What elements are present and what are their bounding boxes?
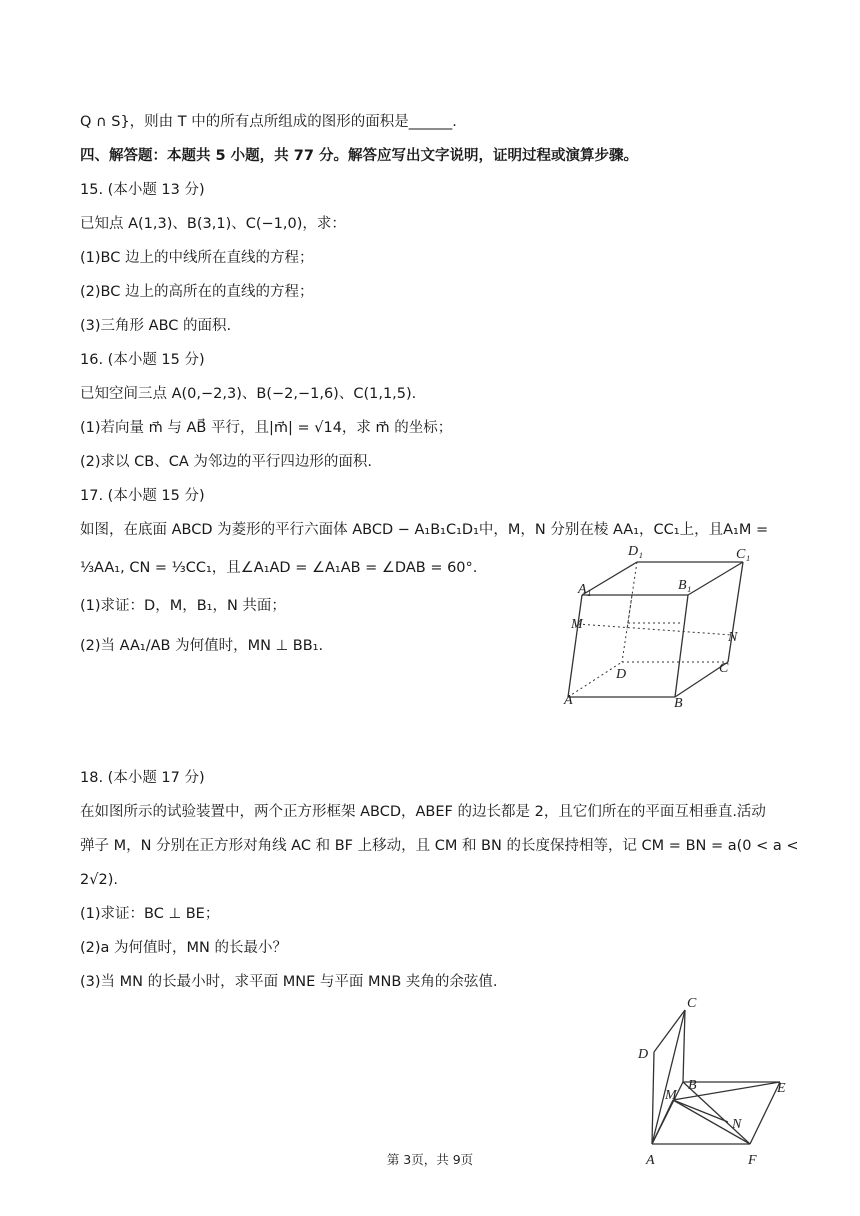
question-17-stem-cont: ⅓AA₁, CN = ⅓CC₁，且∠A₁AD = ∠A₁AB = ∠DAB = 60°. [80, 560, 478, 576]
question-18-header: 18. (本小题 17 分) [80, 770, 205, 786]
fig2-label-A: A [646, 1153, 655, 1168]
question-18-part3: (3)当 MN 的长最小时，求平面 MNE 与平面 MNB 夹角的余弦值. [80, 974, 498, 990]
fig1-label-C: C [719, 661, 729, 676]
question-15-part1: (1)BC 边上的中线所在直线的方程； [80, 250, 314, 266]
question-18-part2: (2)a 为何值时，MN 的长最小？ [80, 940, 287, 956]
question-16-header: 16. (本小题 15 分) [80, 352, 205, 368]
question-15-stem: 已知点 A(1,3)、B(3,1)、C(−1,0)，求： [80, 216, 346, 232]
question-15-part2: (2)BC 边上的高所在的直线的方程； [80, 284, 314, 300]
question-17-stem: 如图，在底面 ABCD 为菱形的平行六面体 ABCD − A₁B₁C₁D₁中，M，N 分别在棱 AA₁，CC₁上，且A₁M = [80, 522, 769, 538]
question-15-header: 15. (本小题 13 分) [80, 182, 205, 198]
parallelepiped-figure [560, 540, 770, 715]
fig1-label-N: N [728, 630, 738, 645]
fig1-label-D1: D₁ [628, 544, 643, 559]
fig1-label-D: D [616, 667, 627, 682]
question-18-part1: (1)求证：BC ⊥ BE； [80, 906, 220, 922]
question-15-part3: (3)三角形 ABC 的面积. [80, 318, 232, 334]
question-17-part2: (2)当 AA₁/AB 为何值时，MN ⊥ BB₁. [80, 638, 324, 654]
text-line: Q ∩ S}，则由 T 中的所有点所组成的图形的面积是______. [80, 114, 457, 130]
fig2-label-M: M [665, 1088, 677, 1103]
fig2-label-B: B [688, 1078, 697, 1093]
question-18-stem-cont: 弹子 M，N 分别在正方形对角线 AC 和 BF 上移动，且 CM 和 BN 的长度保持相等，记 CM = BN = a(0 < a < [80, 838, 799, 854]
question-16-part2: (2)求以 CB、CA 为邻边的平行四边形的面积. [80, 454, 372, 470]
fig2-label-C: C [687, 996, 697, 1011]
question-16-stem: 已知空间三点 A(0,−2,3)、B(−2,−1,6)、C(1,1,5). [80, 386, 417, 402]
section-heading: 四、解答题：本题共 5 小题，共 77 分。解答应写出文字说明，证明过程或演算步骤。 [80, 148, 638, 164]
question-16-part1: (1)若向量 m⃗ 与 AB⃗ 平行，且|m⃗| = √14，求 m⃗ 的坐标； [80, 420, 453, 436]
question-18-stem: 在如图所示的试验装置中，两个正方形框架 ABCD，ABEF 的边长都是 2，且它们所在的平面互相垂直.活动 [80, 804, 766, 820]
fig1-label-A: A [564, 693, 573, 708]
fig2-label-F: F [748, 1153, 757, 1168]
fig2-label-E: E [777, 1081, 786, 1096]
fig2-label-D: D [638, 1047, 649, 1062]
fig1-label-M: M [571, 617, 583, 632]
square-frames-figure [630, 992, 800, 1170]
fig1-label-B1: B₁ [678, 578, 692, 593]
fig2-label-N: N [732, 1117, 742, 1132]
page-footer: 第 3页，共 9页 [386, 1152, 474, 1167]
question-18-stem-cont2: 2√2). [80, 872, 118, 888]
fig1-label-B: B [674, 696, 683, 711]
fig1-label-C1: C₁ [736, 547, 751, 562]
question-17-part1: (1)求证：D，M，B₁，N 共面； [80, 598, 286, 614]
question-17-header: 17. (本小题 15 分) [80, 488, 205, 504]
fig1-label-A1: A₁ [578, 582, 592, 597]
